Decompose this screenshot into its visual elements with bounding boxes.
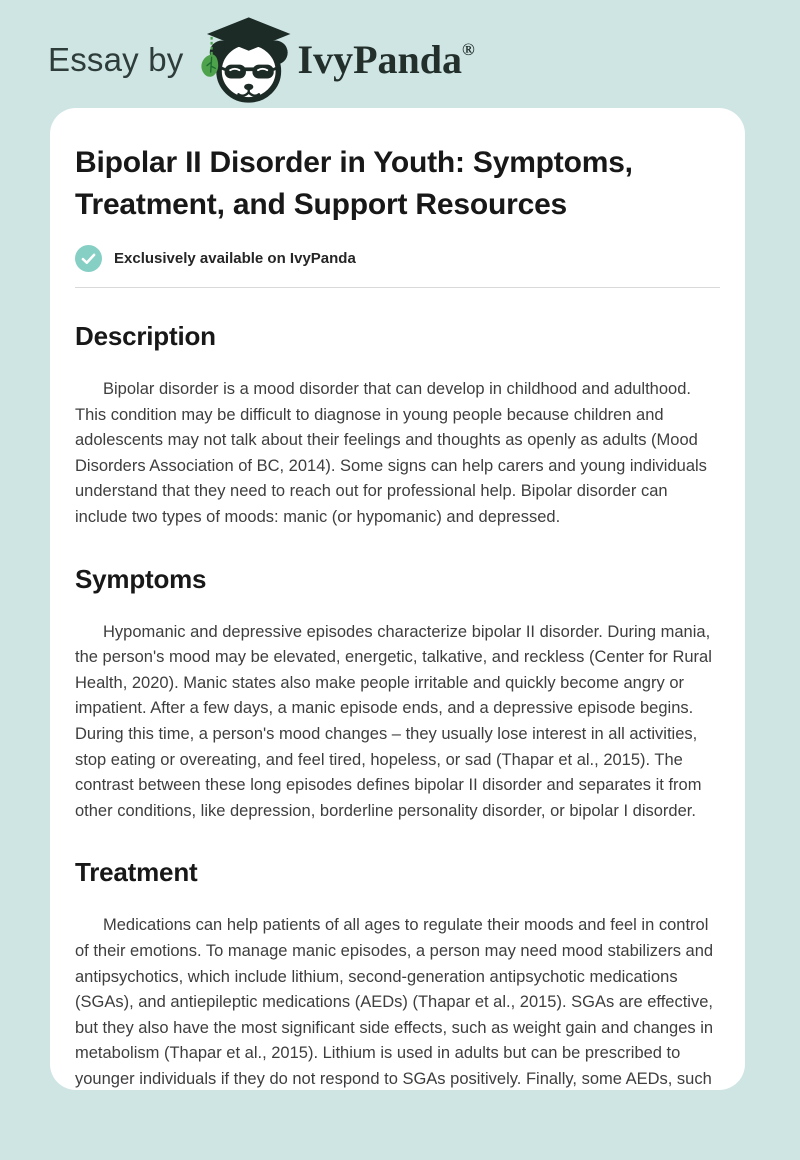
section-description-paragraph: Bipolar disorder is a mood disorder that can develop in childhood and adulthood. This condition may be difficult to diagnose in young people because children and adolescents may not talk about their feelings and thoughts as openly as adults (Mood Disorders Association of BC, 2014). Some signs can help carers and young individuals understand that they need to reach out for professional help. Bipolar disorder can include two types of moods: manic (or hypomanic) and depressed. <box>75 380 707 526</box>
section-treatment-paragraph: Medications can help patients of all ages to regulate their moods and feel in control of their emotions. To manage manic episodes, a person may need mood stabilizers and antipsychotics, which include lithium, second-generation antipsychotic medications (SGAs), and antiepileptic medications (AEDs) (Thapar et al., 2015). SGAs are effective, but they also have the most significant side effects, such as weight gain and changes in metabolism (Thapar et al., 2015). Lithium is used in adults but can be prescribed to younger individuals if they do not respond to SGAs positively. Finally, some AEDs, such <box>75 916 714 1088</box>
section-treatment <box>75 857 720 1090</box>
registered-mark: ® <box>462 40 475 59</box>
availability-badge-label: Exclusively available on IvyPanda <box>114 250 356 267</box>
section-symptoms-heading: Symptoms <box>75 563 207 594</box>
section-symptoms-paragraph: Hypomanic and depressive episodes characterize bipolar II disorder. During mania, the person's mood may be elevated, energetic, talkative, and reckless (Center for Rural Health, 2020). Manic states also make people irritable and quickly become angry or impatient. After a few days, a manic episode ends, and a depressive episode begins. During this time, a person's mood changes – they usually lose interest in all activities, stop eating or overeating, and feel tired, hopeless, or sad (Thapar et al., 2015). The contrast between these long episodes defines bipolar II disorder and separates it from other conditions, like depression, borderline personality disorder, or bipolar I disorder. <box>75 622 712 820</box>
section-description <box>75 321 720 531</box>
section-treatment-heading: Treatment <box>75 857 198 888</box>
panda-graduate-logo-icon <box>194 13 296 107</box>
brand-name: IvyPanda <box>297 37 462 82</box>
brand-link[interactable] <box>194 13 475 107</box>
section-description-heading: Description <box>75 321 216 351</box>
divider <box>75 287 720 288</box>
essay-by-label: Essay by <box>48 41 184 78</box>
page-title: Bipolar II Disorder in Youth: Symptoms, Treatment, and Support Resources <box>75 146 633 221</box>
brand-wordmark <box>297 37 475 82</box>
essay-card <box>50 108 745 1090</box>
availability-badge <box>75 245 720 272</box>
check-circle-icon <box>75 245 102 272</box>
section-symptoms <box>75 564 720 825</box>
site-header <box>0 0 800 98</box>
